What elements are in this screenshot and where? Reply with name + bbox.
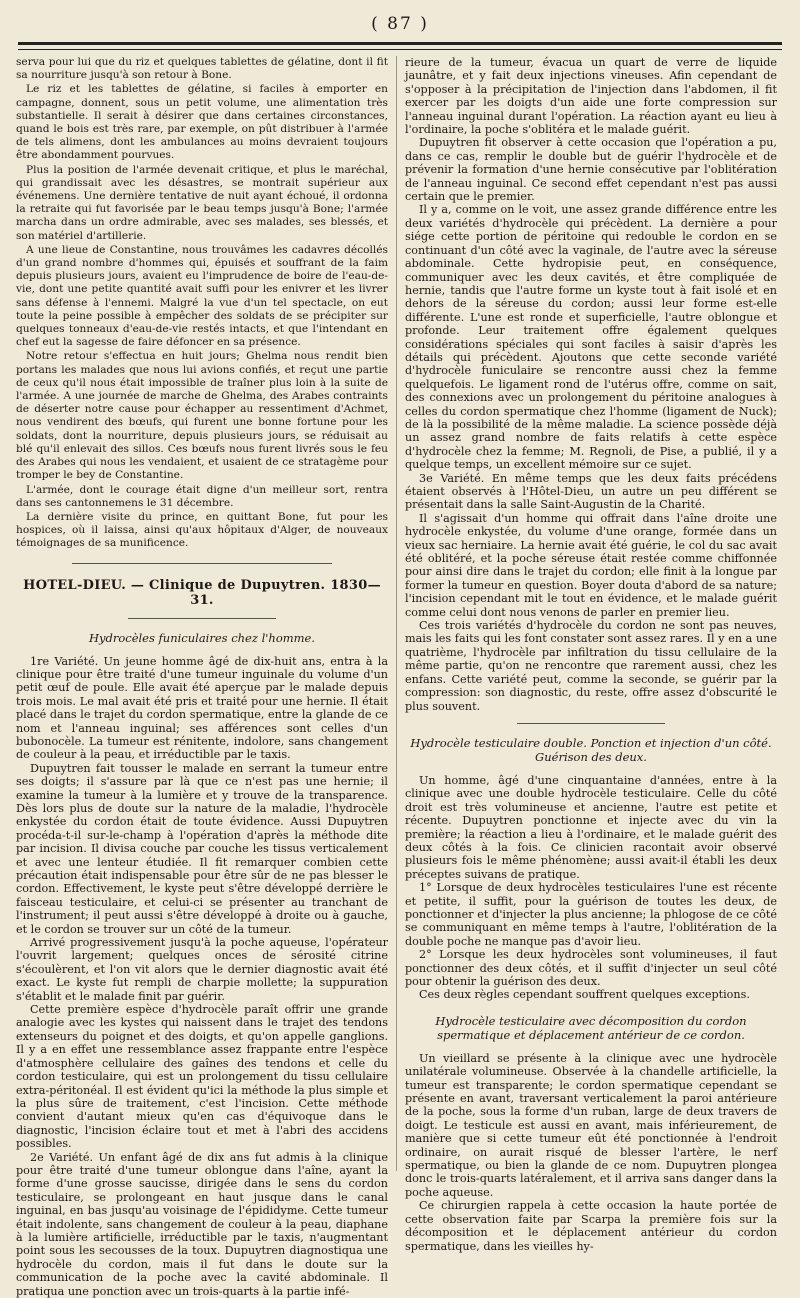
paragraph: Cette première espèce d'hydrocèle paraît offrir une grande analogie avec les kystes qui naissent dans le trajet des tendons extenseurs du poignet et des doigts, et qu'on appelle ganglions. Il y a en effet une ressemblance assez frappante entre l'espèce d'atmosphère cellulaire des gaînes des tendons et celle du cordon testiculaire, qui est un prolongement du tissu cellulaire extra-péritonéal. Il est évident qu'ici la méthode la plus simple et la plus sûre de traitement, c'est l'incision. Cette méthode convient d'autant mieux qu'en cas d'équivoque dans le diagnostic, l'incision éclaire tout et met à l'abri des accidens possibles. [16, 1003, 388, 1151]
section-subtitle: Hydrocèles funiculaires chez l'homme. [88, 630, 316, 645]
section-title: HOTEL-DIEU. — Clinique de Dupuytren. 1830—31. [23, 577, 381, 608]
double-hydrocele-text [405, 774, 777, 1002]
intro-text [16, 56, 388, 551]
clinic-text [16, 655, 388, 1298]
section-heading: Hydrocèle testiculaire double. Ponction et injection d'un côté. Guérison des deux. [410, 735, 772, 764]
title-separator [128, 618, 277, 619]
paragraph: Le riz et les tablettes de gélatine, si faciles à emporter en campagne, donnent, sous un petit volume, une alimentation très substantielle. Il serait à désirer que dans certaines circonstances, quand le bois est très rare, par exemple, on pût distribuer à l'armée de tels alimens, dont les ambulances au moins devraient toujours être abondamment pourvues. [16, 83, 388, 162]
paragraph: Il s'agissait d'un homme qui offrait dans l'aîne droite une hydrocèle enkystée, du volume d'une orange, formée dans un vieux sac herniaire. La hernie avait été guérie, le col du sac avait été oblitéré, et la poche séreuse était restée comme chiffonnée pour ainsi dire dans le trajet du cordon; elle finit à la longue par former la tumeur en question. Boyer douta d'abord de sa nature; l'incision cependant mit le tout en évidence, et le malade guérit comme celui dont nous venons de parler en premier lieu. [405, 511, 777, 619]
right-column [405, 56, 777, 1253]
paragraph: Dupuytren fait tousser le malade en serrant la tumeur entre ses doigts; il s'assure par là que ce n'est pas une hernie; il examine la tumeur à la lumière et y trouve de la transparence. Dès lors plus de doute sur la nature de la maladie, l'hydrocèle enkystée du cordon était de toute évidence. Aussi Dupuytren procéda-t-il sur-le-champ à l'opération d'après la méthode dite par incision. Il divisa couche par couche les tissus verticalement et avec une lenteur étudiée. Il fit remarquer combien cette précaution était indispensable pour être sûr de ne pas blesser le cordon. Effectivement, le kyste peut s'être développé derrière le faisceau testiculaire, et celui-ci se présenter au tranchant de l'instrument; il peut aussi s'être développé à droite ou à gauche, et le cordon se trouver sur un côté de la tumeur. [16, 761, 388, 936]
spacer [405, 1002, 777, 1010]
paragraph: serva pour lui que du riz et quelques tablettes de gélatine, dont il fit sa nourriture jusqu'à son retour à Bone. [16, 56, 388, 82]
paragraph: Ces trois variétés d'hydrocèle du cordon ne sont pas neuves, mais les faits qui les font constater sont assez rares. Il y en a une quatrième, l'hydrocèle par infiltration du tissu cellulaire de la même partie, qu'on ne rencontre que rarement aussi, chez les enfans. Cette variété peut, comme la seconde, se guérir par la compression: son diagnostic, du reste, offre assez d'obscurité le plus souvent. [405, 619, 777, 713]
paragraph: 1re Variété. Un jeune homme âgé de dix-huit ans, entra à la clinique pour être traité d'une tumeur inguinale du volume d'un petit œuf de poule. Elle avait été aperçue par le malade depuis trois mois. Le mal avait été pris et traité pour une hernie. Il était placé dans le trajet du cordon spermatique, entre la glande de ce nom et l'anneau inguinal; ses afférences sont celles d'un bubonocèle. La tumeur est rénitente, indolore, sans changement de couleur à la peau, et irréductible par le taxis. [16, 654, 388, 762]
cord-displacement-text [405, 1052, 777, 1253]
paragraph: 2° Lorsque les deux hydrocèles sont volumineuses, il faut ponctionner des deux côtés, et il suffit d'injecter un seul côté pour obtenir la guérison des deux. [405, 948, 777, 988]
paragraph: 2e Variété. Un enfant âgé de dix ans fut admis à la clinique pour être traité d'une tumeur oblongue dans l'aîne, ayant la forme d'une grosse saucisse, dirigée dans le sens du cordon testiculaire, se prolongeant en haut jusque dans le canal inguinal, en bas jusqu'au voisinage de l'épididyme. Cette tumeur était indolente, sans changement de couleur à la peau, diaphane à la lumière artificielle, irréductible par le taxis, n'augmentant point sous les secousses de la toux. Dupuytren diagnostiqua une hydrocèle du cordon, mais il fut dans le doute sur la communication de la poche avec la cavité abdominale. Il pratiqua une ponction avec un trois-quarts à la partie infé- [16, 1150, 388, 1298]
column-divider [396, 56, 397, 1171]
paragraph: La dernière visite du prince, en quittant Bone, fut pour les hospices, où il laissa, ainsi qu'aux hôpitaux d'Alger, de nouveaux témoignages de sa munificence. [16, 510, 388, 550]
section-separator [517, 723, 666, 724]
paragraph: Il y a, comme on le voit, une assez grande différence entre les deux variétés d'hydrocèle qui précèdent. La dernière a pour siége cette portion de péritoine qui redouble le cordon en se continuant d'un côté avec la vaginale, de l'autre avec la séreuse abdominale. Cette hydropisie peut, en conséquence, communiquer avec les deux cavités, et être compliquée de hernie, tandis que l'autre forme un kyste tout à fait isolé et en dehors de la séreuse du cordon; aussi leur forme est-elle différente. L'une est ronde et superficielle, l'autre oblongue et profonde. Leur traitement offre également quelques considérations spéciales qui sont faciles à saisir d'après les détails qui précèdent. Ajoutons que cette seconde variété d'hydrocèle funiculaire se rencontre aussi chez la femme quelquefois. Le ligament rond de l'utérus offre, comme on sait, des connexions avec un prolongement du péritoine analogues à celles du cordon spermatique chez l'homme (ligament de Nuck); de là la possibilité de la même maladie. La science possède déjà un assez grand nombre de faits relatifs à cette espèce d'hydrocèle chez la femme; M. Regnoli, de Pise, a publié, il y a quelque temps, un excellent mémoire sur ce sujet. [405, 203, 777, 472]
paragraph: Dupuytren fit observer à cette occasion que l'opération a pu, dans ce cas, remplir le double but de guérir l'hydrocèle et de prévenir la formation d'une hernie consécutive par l'oblitération de l'anneau inguinal. Ce second effet cependant n'est pas aussi certain que le premier. [405, 136, 777, 204]
paragraph: Plus la position de l'armée devenait critique, et plus le maréchal, qui grandissait avec les désastres, se montrait supérieur aux événemens. Une dernière tentative de nuit ayant échoué, il ordonna la retraite qui fut favorisée par le beau temps jusqu'à Bone; l'armée marcha dans un ordre admirable, avec ses malades, ses blessés, et son matériel d'artillerie. [16, 163, 388, 242]
paragraph: rieure de la tumeur, évacua un quart de verre de liquide jaunâtre, et y fait deux injections vineuses. Afin cependant de s'opposer à la précipitation de l'injection dans l'abdomen, il fit exercer par les doigts d'un aide une forte compression sur l'anneau inguinal durant l'opération. La réaction ayant eu lieu à l'ordinaire, la poche s'oblitéra et le malade guérit. [405, 56, 777, 137]
header-rule [18, 42, 782, 50]
paragraph: L'armée, dont le courage était digne d'un meilleur sort, rentra dans ses cantonnemens le 31 décembre. [16, 483, 388, 509]
paragraph: Arrivé progressivement jusqu'à la poche aqueuse, l'opérateur l'ouvrit largement; quelques onces de sérosité citrine s'écoulèrent, et l'on vit alors que le dernier diagnostic avait été exact. Le kyste fut rempli de charpie mollette; la suppuration s'établit et le malade finit par guérir. [16, 936, 388, 1003]
left-column [16, 56, 388, 1298]
paragraph: 1° Lorsque de deux hydrocèles testiculaires l'une est récente et petite, il suffit, pour la guérison de toutes les deux, de ponctionner et d'injecter la plus ancienne; la phlogose de ce côté se communiquant en même temps à l'autre, l'oblitération de la double poche ne manque pas d'avoir lieu. [405, 881, 777, 948]
section-heading: Hydrocèle testiculaire avec décomposition du cordon spermatique et déplacement antérieur de ce cordon. [435, 1013, 747, 1042]
paragraph: Ces deux règles cependant souffrent quelques exceptions. [419, 988, 750, 1002]
paragraph: Un homme, âgé d'une cinquantaine d'années, entre à la clinique avec une double hydrocèle testiculaire. Celle du côté droit est très volumineuse et ancienne, l'autre est petite et récente. Dupuytren ponctionne et injecte avec du vin la première; la réaction a lieu à l'ordinaire, et le malade guérit des deux côtés à la fois. Ce clinicien racontait avoir observé plusieurs fois le même phénomène; aussi avait-il établi les deux préceptes suivans de pratique. [405, 773, 777, 881]
paragraph: Un vieillard se présente à la clinique avec une hydrocèle unilatérale volumineuse. Observée à la chandelle artificielle, la tumeur est transparente; le cordon spermatique cependant se présente en avant, traversant verticalement la paroi antérieure de la poche, sous la forme d'un ruban, large de deux travers de doigt. Le testicule est aussi en avant, mais inférieurement, de manière que si cette tumeur eût été ponctionnée à l'endroit ordinaire, on aurait risqué de blesser l'artère, le nerf spermatique, ou bien la glande de ce nom. Dupuytren plongea donc le trois-quarts latéralement, et il arriva sans danger dans la poche aqueuse. [405, 1051, 777, 1199]
continued-text [405, 56, 777, 713]
section-separator [72, 563, 332, 564]
paragraph: 3e Variété. En même temps que les deux faits précédens étaient observés à l'Hôtel-Dieu, un autre un peu différent se présentait dans la salle Saint-Augustin de la Charité. [405, 471, 777, 512]
paragraph: Notre retour s'effectua en huit jours; Ghelma nous rendit bien portans les malades que nous lui avions confiés, et reçut une partie de ceux qu'il nous était impossible de traîner plus loin à la suite de l'armée. A une journée de marche de Ghelma, des Arabes contraints de déserter notre cause pour échapper au ressentiment d'Achmet, nous vendirent des bœufs, qui furent une bonne fortune pour les soldats, dont la nourriture, depuis plusieurs jours, se réduisait au blé qu'il enlevait des sillos. Ces bœufs nous furent livrés sous le feu des Arabes qui nous les vendaient, et usaient de ce stratagème pour tromper le bey de Constantine. [16, 350, 388, 482]
paragraph: A une lieue de Constantine, nous trouvâmes les cadavres décollés d'un grand nombre d'hommes qui, épuisés et souffrant de la faim depuis plusieurs jours, avaient eu l'imprudence de boire de l'eau-de-vie, dont une petite quantité avait suffi pour les enivrer et les livrer sans défense à l'ennemi. Malgré la vue d'un tel spectacle, on eut toute la peine possible à empêcher des soldats de se précipiter sur quelques tonneaux d'eau-de-vie restés intacts, et que l'intendant en chef eut la sagesse de faire défoncer en sa présence. [16, 243, 388, 349]
paragraph: Ce chirurgien rappela à cette occasion la haute portée de cette observation faite par Scarpa la première fois sur la décomposition et le déplacement antérieur du cordon spermatique, dans les vieilles hy- [405, 1199, 777, 1253]
page-number: ( 87 ) [371, 14, 429, 34]
